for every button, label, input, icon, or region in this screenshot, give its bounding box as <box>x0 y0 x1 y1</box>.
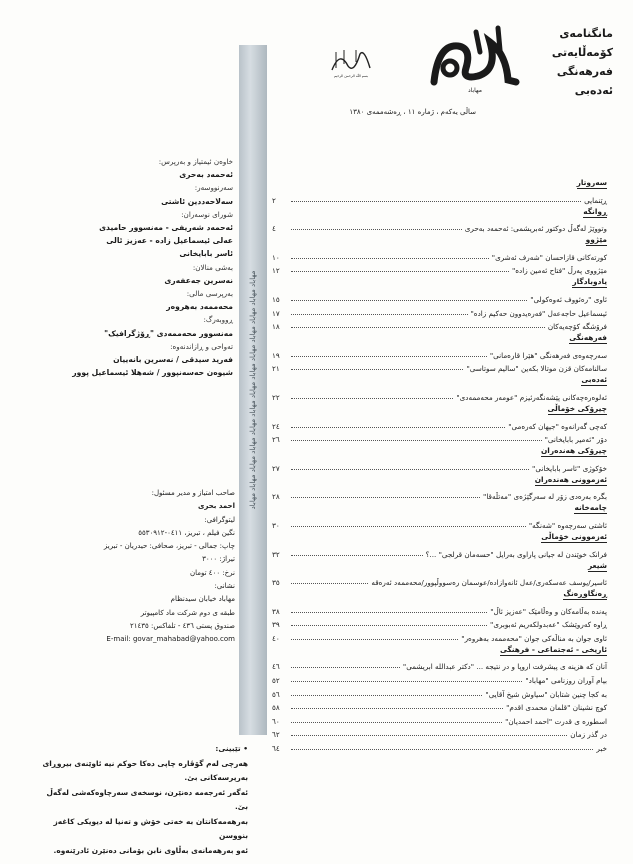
toc-entry <box>272 671 607 685</box>
toc-entry-title: به کجا چنین شتابان "سیاوش شیخ آقایی" <box>485 689 607 699</box>
toc-entry-page: ٤٠ <box>272 633 280 643</box>
toc-entry <box>272 290 607 304</box>
toc-dot-leader <box>291 625 487 626</box>
toc-dot-leader <box>291 427 505 428</box>
note-line: ئەگەر ئەرجەمە دەنێرن، نوسخەی سەرچاوەکەشی لەگەڵ بێ. <box>46 787 248 811</box>
toc-entry-title: ئیسماعیل حاجەعەل "فەرەیدوون حەکیم زادە" <box>470 308 607 318</box>
toc-section-heading: مێژوو <box>585 235 607 245</box>
toc-entry-page: ٣٩ <box>272 620 280 630</box>
toc-dot-leader <box>291 356 487 357</box>
toc-entry-title: وتووێژ لەگەڵ دوکتور ئەبریشمی: ئەحمەد بەحری <box>464 224 607 234</box>
toc-section-heading: ئاریخی - ئەجتماعی - فرهنگی <box>499 644 607 654</box>
toc-section-heading: ڕەنگاوڕەنگ <box>563 589 607 599</box>
toc-section-heading: یادوبادگار <box>572 277 607 287</box>
toc-entry <box>272 318 607 332</box>
toc-section <box>272 375 607 402</box>
toc-entry-page: ٢٢ <box>272 392 280 402</box>
masthead-line: ئەدەبی <box>574 84 613 97</box>
imprint-line: نگین فیلم ، تبریز، ٠٤١١-٥٥٣٠٩١٢ <box>138 528 235 537</box>
toc-entry-page: ٤٦ <box>272 662 280 672</box>
toc-entry <box>272 629 607 643</box>
toc-entry <box>272 685 607 699</box>
imprint-line: نرخ: ٤٠٠ تومان <box>189 568 235 577</box>
staff-label: خاوەن ئیمتیاز و بەرپرس: <box>158 157 233 166</box>
toc-entry-page: ٤ <box>272 224 276 234</box>
toc-entry <box>272 726 607 740</box>
staff-value: سەلاحەددین ئاشتی <box>161 196 233 206</box>
staff-label: بەرپرسی مالی: <box>186 289 233 299</box>
toc-entry <box>272 220 607 234</box>
strip-text: مهاباد مهاباد مهاباد مهاباد مهاباد مهاباد مهاباد مهاباد مهاباد مهاباد مهاباد مهاباد مهاباد <box>249 270 257 510</box>
note-line: ئەو بەرهەمانەی بەڵاوی نابن بۆمانی دەنێرن ئادرێنەوە. <box>53 845 248 855</box>
toc-entry-title: خبر <box>596 744 607 754</box>
imprint-line: صاحب امتیاز و مدیر مسئول: <box>151 489 235 497</box>
toc-section-heading: شیعر <box>587 560 607 570</box>
toc-entry <box>272 360 607 374</box>
toc-section <box>272 475 607 502</box>
toc-section-heading: ئەزموونی خۆماڵی <box>541 531 607 541</box>
toc-dot-leader <box>291 681 522 682</box>
toc-entry-page: ١٨ <box>272 322 280 332</box>
toc-dot-leader <box>291 667 400 668</box>
logo-text: مهاباد <box>468 87 482 94</box>
staff-value: محەممەد بەهروەر <box>166 302 233 312</box>
toc-entry <box>272 262 607 276</box>
note-lines <box>36 757 248 859</box>
toc-dot-leader <box>291 749 593 750</box>
note-heading: • تێبینی: <box>215 744 248 753</box>
toc-dot-leader <box>291 639 458 640</box>
toc-entry-page: ٢٨ <box>272 492 280 502</box>
staff-value: مەنسوور محەممەدی "ڕۆژگرافیک" <box>104 328 233 338</box>
toc-section <box>272 404 607 444</box>
toc-section-heading: فەرهەنگی <box>569 333 607 343</box>
toc-section-heading: ڕوانگە <box>583 206 607 216</box>
toc-entry-title: سالنامەکان قزن موتالا بکەین "سالیم سوتاسی" <box>466 364 607 374</box>
toc-entry-title: آنان که هزینه ی پیشرفت اروپا و در نتیجه ... "دکتر عبدالله ابریشمی" <box>402 662 607 672</box>
toc-entry-title: ڕێنمایی <box>584 195 607 205</box>
bismillah-calligraphy <box>328 44 374 78</box>
toc-entry-title: ئاوی "رەئووف ئەوەکولی" <box>530 294 607 304</box>
imprint-line: مهاباد خیابان سیدنظام <box>170 595 235 604</box>
toc-dot-leader <box>291 735 567 736</box>
staff-label: ڕووبەرگ: <box>203 315 233 325</box>
ornament-strip-text <box>239 45 267 735</box>
toc-dot-leader <box>291 695 482 696</box>
toc-entry-page: ٢١ <box>272 364 280 374</box>
toc-dot-leader <box>291 555 423 556</box>
staff-value: ئەحمەد بەحری <box>179 170 233 180</box>
staff-label: بەشی منالان: <box>192 262 233 272</box>
toc-section <box>272 235 607 275</box>
toc-entry-title: کوچ نشینان "قلمان محمدی اقدم" <box>506 703 607 713</box>
toc-entry-title: کەچی گەرانەوە "جیهان کەرەمی" <box>508 421 607 431</box>
imprint-line: چاپ: جمالی - تبریز، صحافی: حیدریان - تبریز <box>103 542 235 551</box>
toc-dot-leader <box>291 497 480 498</box>
toc-entry <box>272 304 607 318</box>
note-line: بەرهەمەکانتان بە خەتی خۆش و تەنیا لە دیویکی کاغەز بنووسن <box>53 816 248 840</box>
toc-entry-page: ٢٦ <box>272 435 280 445</box>
toc-section-heading: چیرۆکی هەندەران <box>541 446 607 456</box>
toc-entry <box>272 191 607 205</box>
toc-section-heading: ئەدەبی <box>581 375 607 385</box>
toc-dot-leader <box>291 469 529 470</box>
toc-entry <box>272 739 607 753</box>
toc-dot-leader <box>291 440 542 441</box>
note <box>36 742 248 858</box>
toc-dot-leader <box>291 526 526 527</box>
toc-entry <box>272 658 607 672</box>
toc-entry-title: در گذر زمان <box>570 730 607 740</box>
toc-entry-page: ١٩ <box>272 350 280 360</box>
imprint-lines <box>70 487 235 633</box>
toc-entry-title: خۆکوژی "ئاسر بابایخانی" <box>532 463 607 473</box>
masthead-title <box>552 24 613 100</box>
toc-dot-leader <box>291 258 489 259</box>
toc-section-heading: ئەزموونی هەندەران <box>534 474 607 484</box>
staff-label: سەرنووسەر: <box>194 183 233 193</box>
issue-line: ساڵی یەکەم ، ژمارە ١١ ، ڕەشەممەی ١٣٨٠ <box>349 108 476 116</box>
masthead-line: فەرهەنگی <box>556 65 613 78</box>
toc-section <box>272 503 607 530</box>
toc-section-heading: سەروتار <box>576 178 607 187</box>
toc-entry-title: ئەلوەرەچەکانی پێشەنگەرئیزم "عومەر محەممەدی" <box>456 392 607 402</box>
toc-section <box>272 333 607 373</box>
toc-entry-title: بیام آوران روزنامی "مهاباد" <box>525 676 607 686</box>
toc-entry <box>272 699 607 713</box>
toc-entry-title: پەندە بەڵامەکان و وەڵامێک "عەزیز ئاڵ" <box>490 606 607 616</box>
toc-entry-page: ٢٤ <box>272 421 280 431</box>
mahabad-logo-icon <box>428 24 523 94</box>
toc-entry-page: ٣٨ <box>272 606 280 616</box>
toc-entry <box>272 616 607 630</box>
toc-entry <box>272 545 607 559</box>
toc-entry-page: ١٢ <box>272 266 280 276</box>
toc-entry-page: ٥٢ <box>272 676 280 686</box>
toc-entry <box>272 516 607 530</box>
toc-entry-title: فرۆشگە کۆچەیەکان <box>547 322 607 332</box>
toc-entry <box>272 431 607 445</box>
toc-dot-leader <box>291 369 463 370</box>
toc-dot-leader <box>291 300 527 301</box>
toc-entry-page: ٢ <box>272 195 276 205</box>
bismillah-text: بسم اللّه الرحمن الرحیم <box>333 74 369 78</box>
toc-dot-leader <box>291 229 462 230</box>
toc-section-heading: چامەخانە <box>574 503 607 513</box>
toc-section <box>272 645 607 753</box>
staff-credits <box>48 155 233 379</box>
toc-entry <box>272 346 607 360</box>
imprint-line: لیتوگرافی: <box>204 515 235 524</box>
toc-entry-title: دۆر "ئەمیر بابایخانی" <box>544 435 607 445</box>
toc-entry-title: ئاوی جوان بە مناڵەکی جوان "محەممەد بەهروەر" <box>461 633 607 643</box>
toc-entry-title: مێژووی پەرڵ "فتاح ئەمین زادە" <box>511 266 607 276</box>
toc-entry-page: ٥٦ <box>272 689 280 699</box>
toc-entry-page: ٣٥ <box>272 578 280 588</box>
toc-dot-leader <box>291 271 509 272</box>
staff-label: تەواحی و ڕازاندنەوە: <box>170 341 233 351</box>
staff-value: ئەحمەد شەریفی - مەنسوور حامیدی عەلی ئیسماعیل زادە - عەزیز ئالی ئاسر بابایخانی <box>99 223 233 259</box>
toc-entry-page: ٦٤ <box>272 744 280 754</box>
toc-entry-page: ١٠ <box>272 252 280 262</box>
toc-dot-leader <box>291 314 468 315</box>
toc-section <box>272 207 607 234</box>
toc-entry-title: ڕاوە کەروێشک "عەبدولکەریم ئەبوبری" <box>490 620 607 630</box>
toc-entry-page: ١٥ <box>272 294 280 304</box>
staff-value: نەسرین جەعفەری <box>164 275 233 285</box>
email: E-mail: govar_mahabad@yahoo.com <box>106 635 235 644</box>
toc-entry-page: ٣٢ <box>272 549 280 559</box>
toc-entry-title: بگرە بەرەدی زۆر لە سەرگێژەی "مەتڵەقا" <box>483 492 607 502</box>
toc-entry <box>272 417 607 431</box>
masthead <box>428 22 613 102</box>
toc-entry-page: ٢٧ <box>272 463 280 473</box>
table-of-contents <box>272 176 607 753</box>
toc-entry <box>272 388 607 402</box>
toc-dot-leader <box>291 201 581 202</box>
toc-section <box>272 532 607 559</box>
toc-entry <box>272 248 607 262</box>
toc-entry-title: کورتەکانی قازاحسان "شەرف ئەشری" <box>491 252 607 262</box>
toc-dot-leader <box>291 612 487 613</box>
toc-dot-leader <box>291 398 453 399</box>
toc-entry-page: ١٧ <box>272 308 280 318</box>
toc-section-heading: چیرۆکی خۆماڵی <box>547 403 607 413</box>
toc-dot-leader <box>291 327 545 328</box>
toc-entry <box>272 459 607 473</box>
toc-section <box>272 446 607 473</box>
masthead-line: کۆمەڵایەتی <box>551 46 613 59</box>
note-line: هەرچی لەم گۆڤارە چاپی دەکا حوکم نیە ئاوێنەی بیروڕای بەرپرسەکانی بێ. <box>42 758 248 782</box>
toc-section <box>272 589 607 643</box>
toc-entry-title: اسطوره ی قدرت "احمد احمدیان" <box>505 716 607 726</box>
toc-entry-page: ٣٠ <box>272 520 280 530</box>
masthead-line: مانگنامەی <box>559 27 613 40</box>
toc-entry-title: فرانک خوێندن لە جیانی پاراوی بەرایل "حسەمان قرلجی" ...؟ <box>425 549 607 559</box>
staff-value: فەرید سیدقی / نەسرین بانەییان شیوەن حەسەنپوور / شەهلا ئیسماعیل پوور <box>72 355 233 378</box>
imprint-line: نشانی: <box>214 582 235 591</box>
toc-section <box>272 178 607 205</box>
imprint <box>70 487 235 647</box>
toc-section <box>272 277 607 331</box>
toc-entry-title: ئاسیر/یوسف عەسکەری/عەل ئانەوازادە/عوسمان رەسووڵپوور/محەممەد ئەرەقە <box>371 578 607 588</box>
toc-entry <box>272 574 607 588</box>
toc-entry-page: ٥٨ <box>272 703 280 713</box>
staff-label: شورای نوسەران: <box>181 209 233 219</box>
toc-entry <box>272 488 607 502</box>
imprint-line: احمد بحری <box>197 502 235 511</box>
imprint-line: تیراژ: ٣٠٠٠ <box>202 555 235 564</box>
toc-dot-leader <box>291 722 502 723</box>
toc-entry <box>272 602 607 616</box>
toc-entry-title: ئاشتی سەرچەوە "شەنگە" <box>528 520 607 530</box>
toc-entry-page: ٦٠ <box>272 716 280 726</box>
imprint-line: صندوق پستی ٤٣٦ - تلفاکس: ٢١٤٣٥ <box>130 621 235 630</box>
toc-dot-leader <box>291 583 368 584</box>
toc-entry <box>272 712 607 726</box>
toc-dot-leader <box>291 708 503 709</box>
imprint-line: طبقه ی دوم شرکت ماد کامپیوتر <box>140 608 235 617</box>
toc-entry-page: ٦٢ <box>272 730 280 740</box>
toc-section <box>272 561 607 588</box>
toc-entry-title: سەرچەوەی فەرهەنگی "هێرا قارەمانی" <box>489 350 607 360</box>
